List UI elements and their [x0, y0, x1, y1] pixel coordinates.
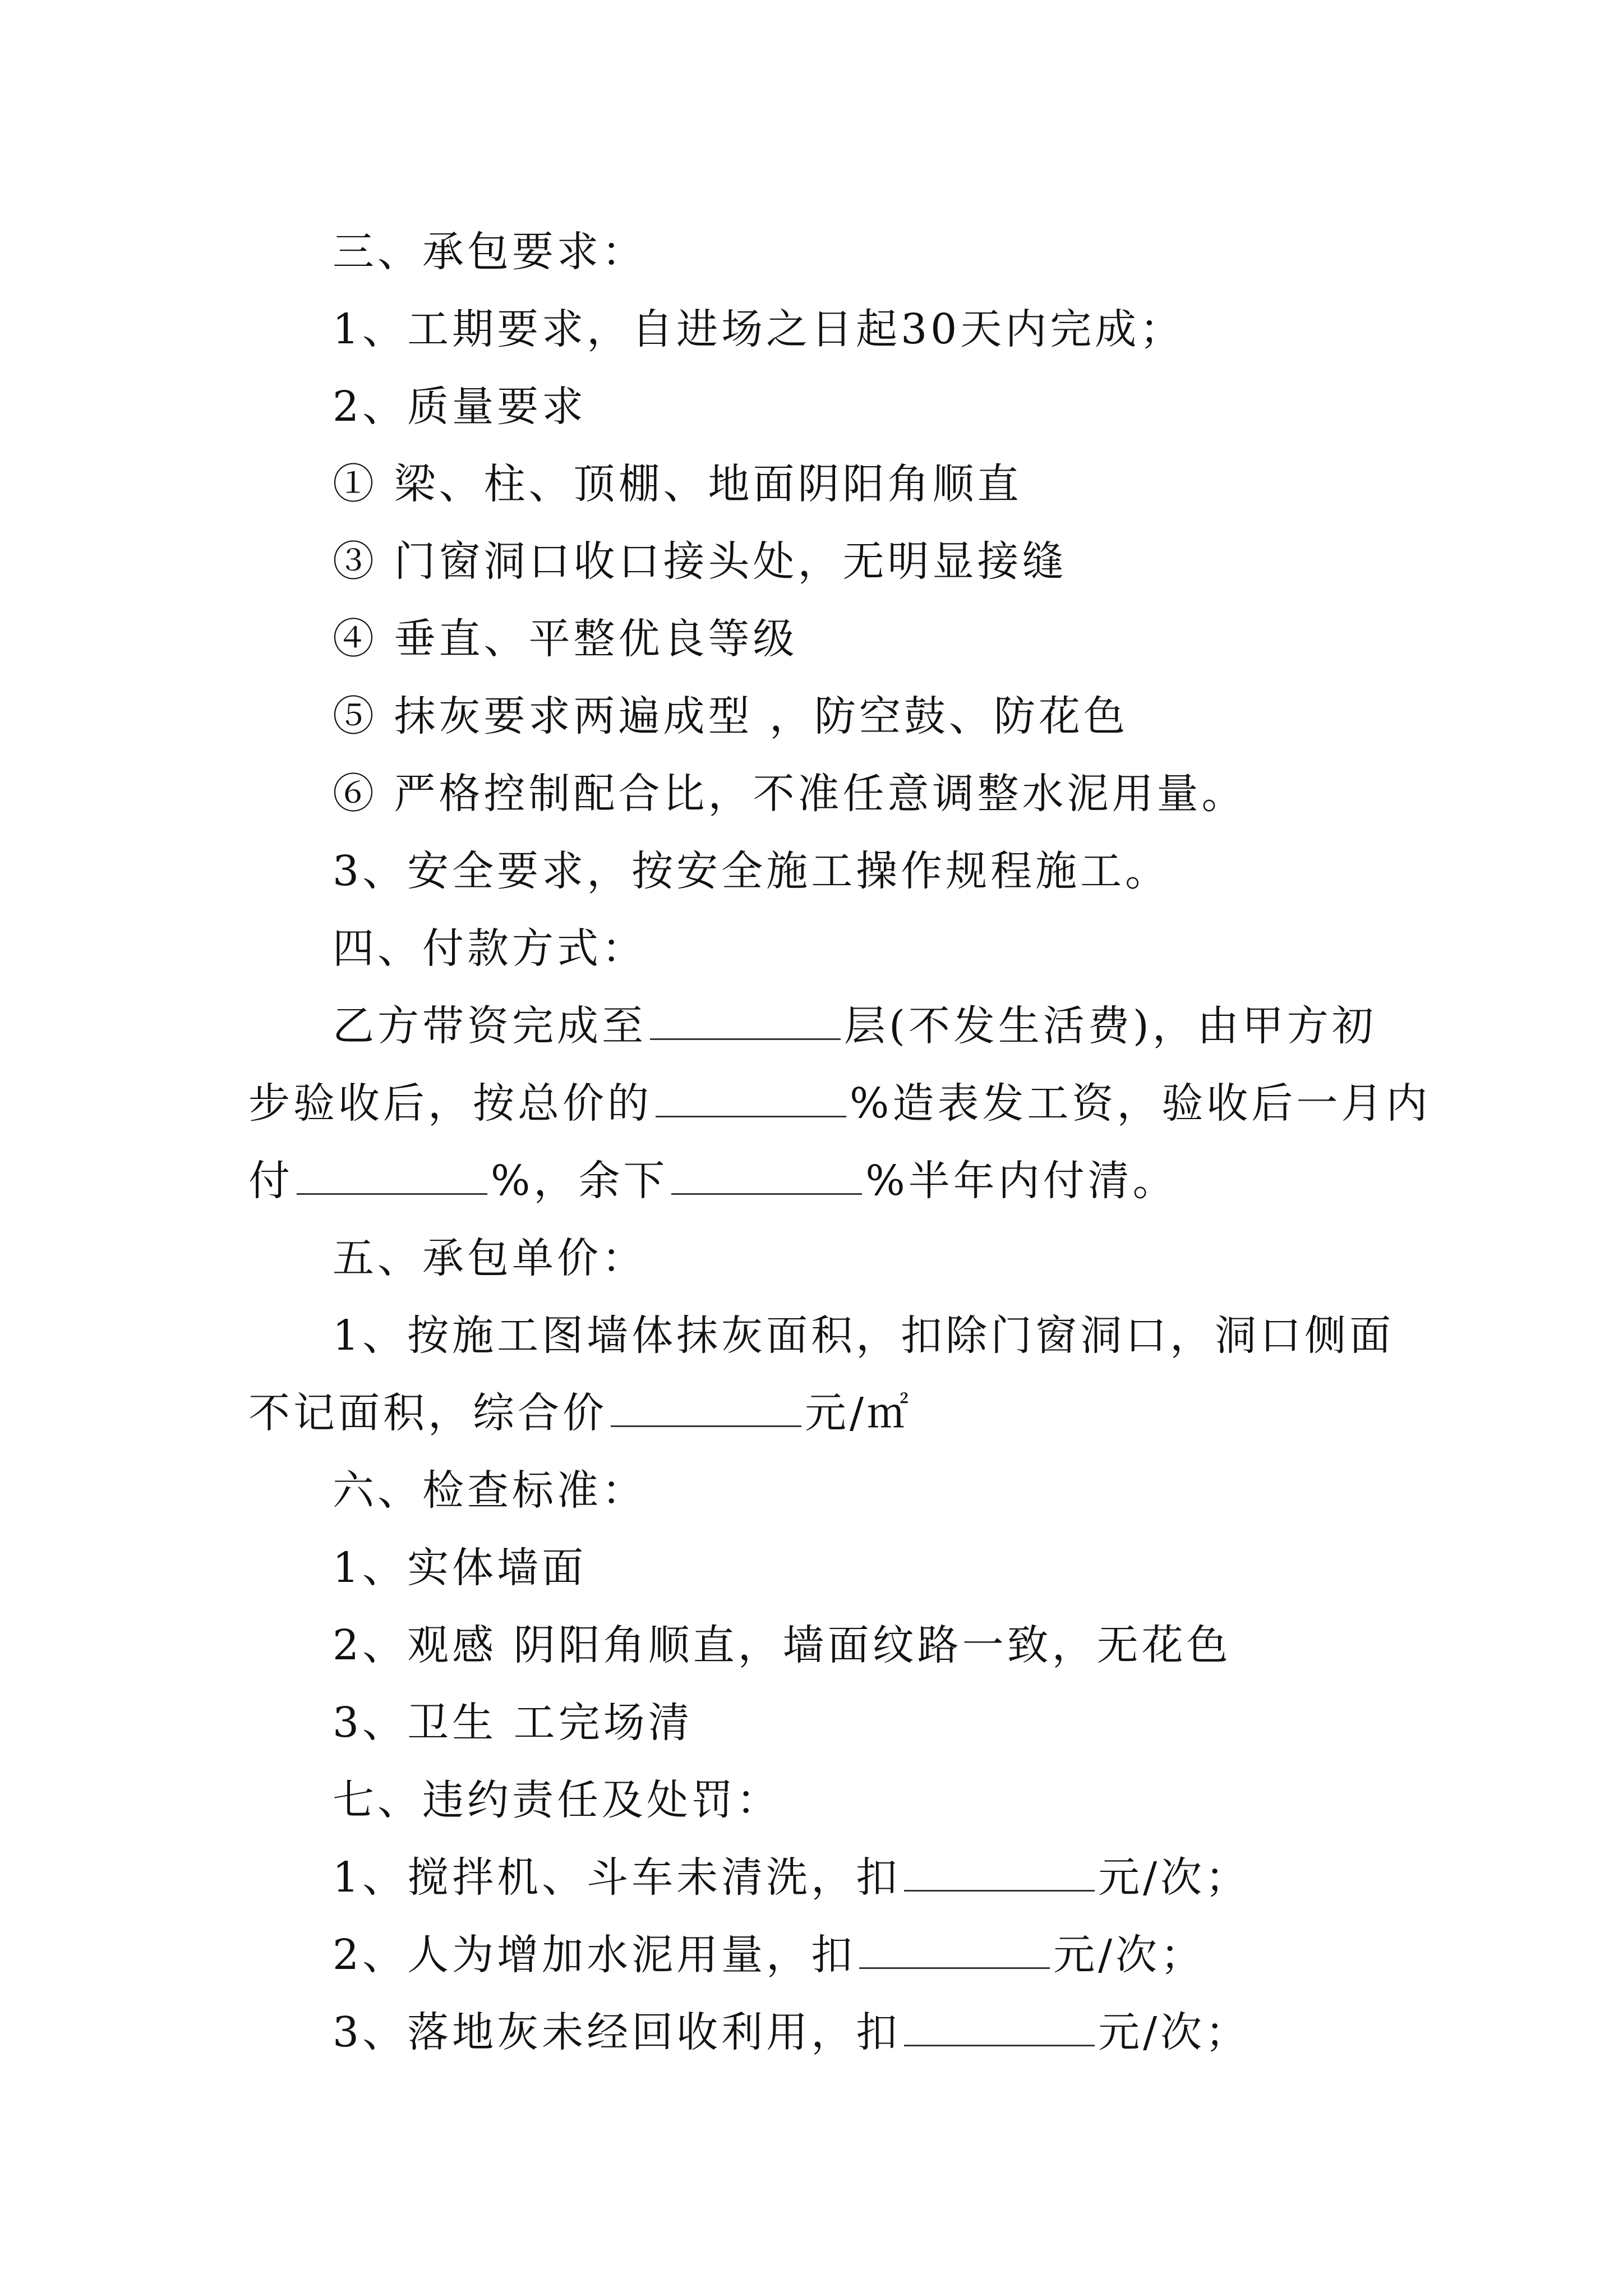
payment-line-3	[248, 1142, 1390, 1220]
fill-blank	[671, 1193, 862, 1195]
penalty-item-1	[248, 1839, 1390, 1916]
quality-item-5: ⑤ 抹灰要求两遍成型 ，防空鼓、防花色	[333, 692, 1129, 740]
payment-text: %半年内付清。	[865, 1157, 1178, 1205]
payment-text: 步验收后，按总价的	[248, 1079, 652, 1128]
fill-blank	[656, 1116, 846, 1117]
section-heading-unit-price: 五、承包单价：	[333, 1234, 647, 1282]
payment-text: 层(不发生活费)，由甲方初	[844, 1002, 1377, 1050]
quality-item-3: ③ 门窗洞口收口接头处，无明显接缝	[333, 537, 1067, 586]
contract-body	[248, 213, 1431, 2071]
fill-blank	[650, 1038, 841, 1040]
requirement-quality: 2、质量要求	[333, 383, 587, 431]
inspection-item-3: 3、卫生 工完场清	[333, 1699, 693, 1747]
payment-text: %造表发工资，验收后一月内	[850, 1079, 1431, 1128]
unit-price-line-1: 1、按施工图墙体抹灰面积，扣除门窗洞口，洞口侧面	[333, 1312, 1395, 1360]
payment-line-2	[248, 1065, 1431, 1142]
inspection-item-2: 2、观感 阴阳角顺直，墙面纹路一致，无花色	[333, 1621, 1232, 1669]
section-heading-inspection: 六、检查标准：	[333, 1466, 647, 1515]
fill-blank	[904, 1890, 1095, 1892]
requirement-safety: 3、安全要求，按安全施工操作规程施工。	[333, 847, 1170, 895]
inspection-item-1: 1、实体墙面	[333, 1544, 587, 1592]
requirement-schedule: 1、工期要求，自进场之日起30天内完成；	[333, 305, 1185, 353]
fill-blank	[297, 1193, 487, 1195]
penalty-text: 1、搅拌机、斗车未清洗，扣	[333, 1853, 901, 1902]
unit-price-line-2	[248, 1374, 1390, 1452]
penalty-item-3	[248, 1994, 1390, 2071]
penalty-text: 元/次；	[1098, 2008, 1251, 2056]
payment-text: 付	[248, 1157, 293, 1205]
section-heading-payment: 四、付款方式：	[333, 924, 647, 973]
penalty-text: 元/次；	[1098, 1853, 1251, 1902]
payment-text: %，余下	[491, 1157, 668, 1205]
penalty-text: 元/次；	[1053, 1931, 1206, 1979]
unit-price-text: 不记面积，综合价	[248, 1389, 607, 1437]
payment-line-1	[248, 987, 1390, 1065]
fill-blank	[611, 1425, 801, 1427]
quality-item-6: ⑥ 严格控制配合比，不准任意调整水泥用量。	[333, 770, 1247, 818]
penalty-text: 3、落地灰未经回收利用，扣	[333, 2008, 901, 2056]
quality-item-4: ④ 垂直、平整优良等级	[333, 615, 798, 663]
unit-price-text: 元/㎡	[805, 1389, 912, 1437]
payment-text: 乙方带资完成至	[333, 1002, 647, 1050]
penalty-text: 2、人为增加水泥用量，扣	[333, 1931, 856, 1979]
section-heading-requirements: 三、承包要求：	[333, 228, 647, 276]
fill-blank	[859, 1967, 1050, 1969]
penalty-item-2	[248, 1916, 1390, 1994]
quality-item-1: ① 梁、柱、顶棚、地面阴阳角顺直	[333, 460, 1022, 508]
section-heading-penalties: 七、违约责任及处罚：	[333, 1776, 781, 1824]
fill-blank	[904, 2045, 1095, 2046]
